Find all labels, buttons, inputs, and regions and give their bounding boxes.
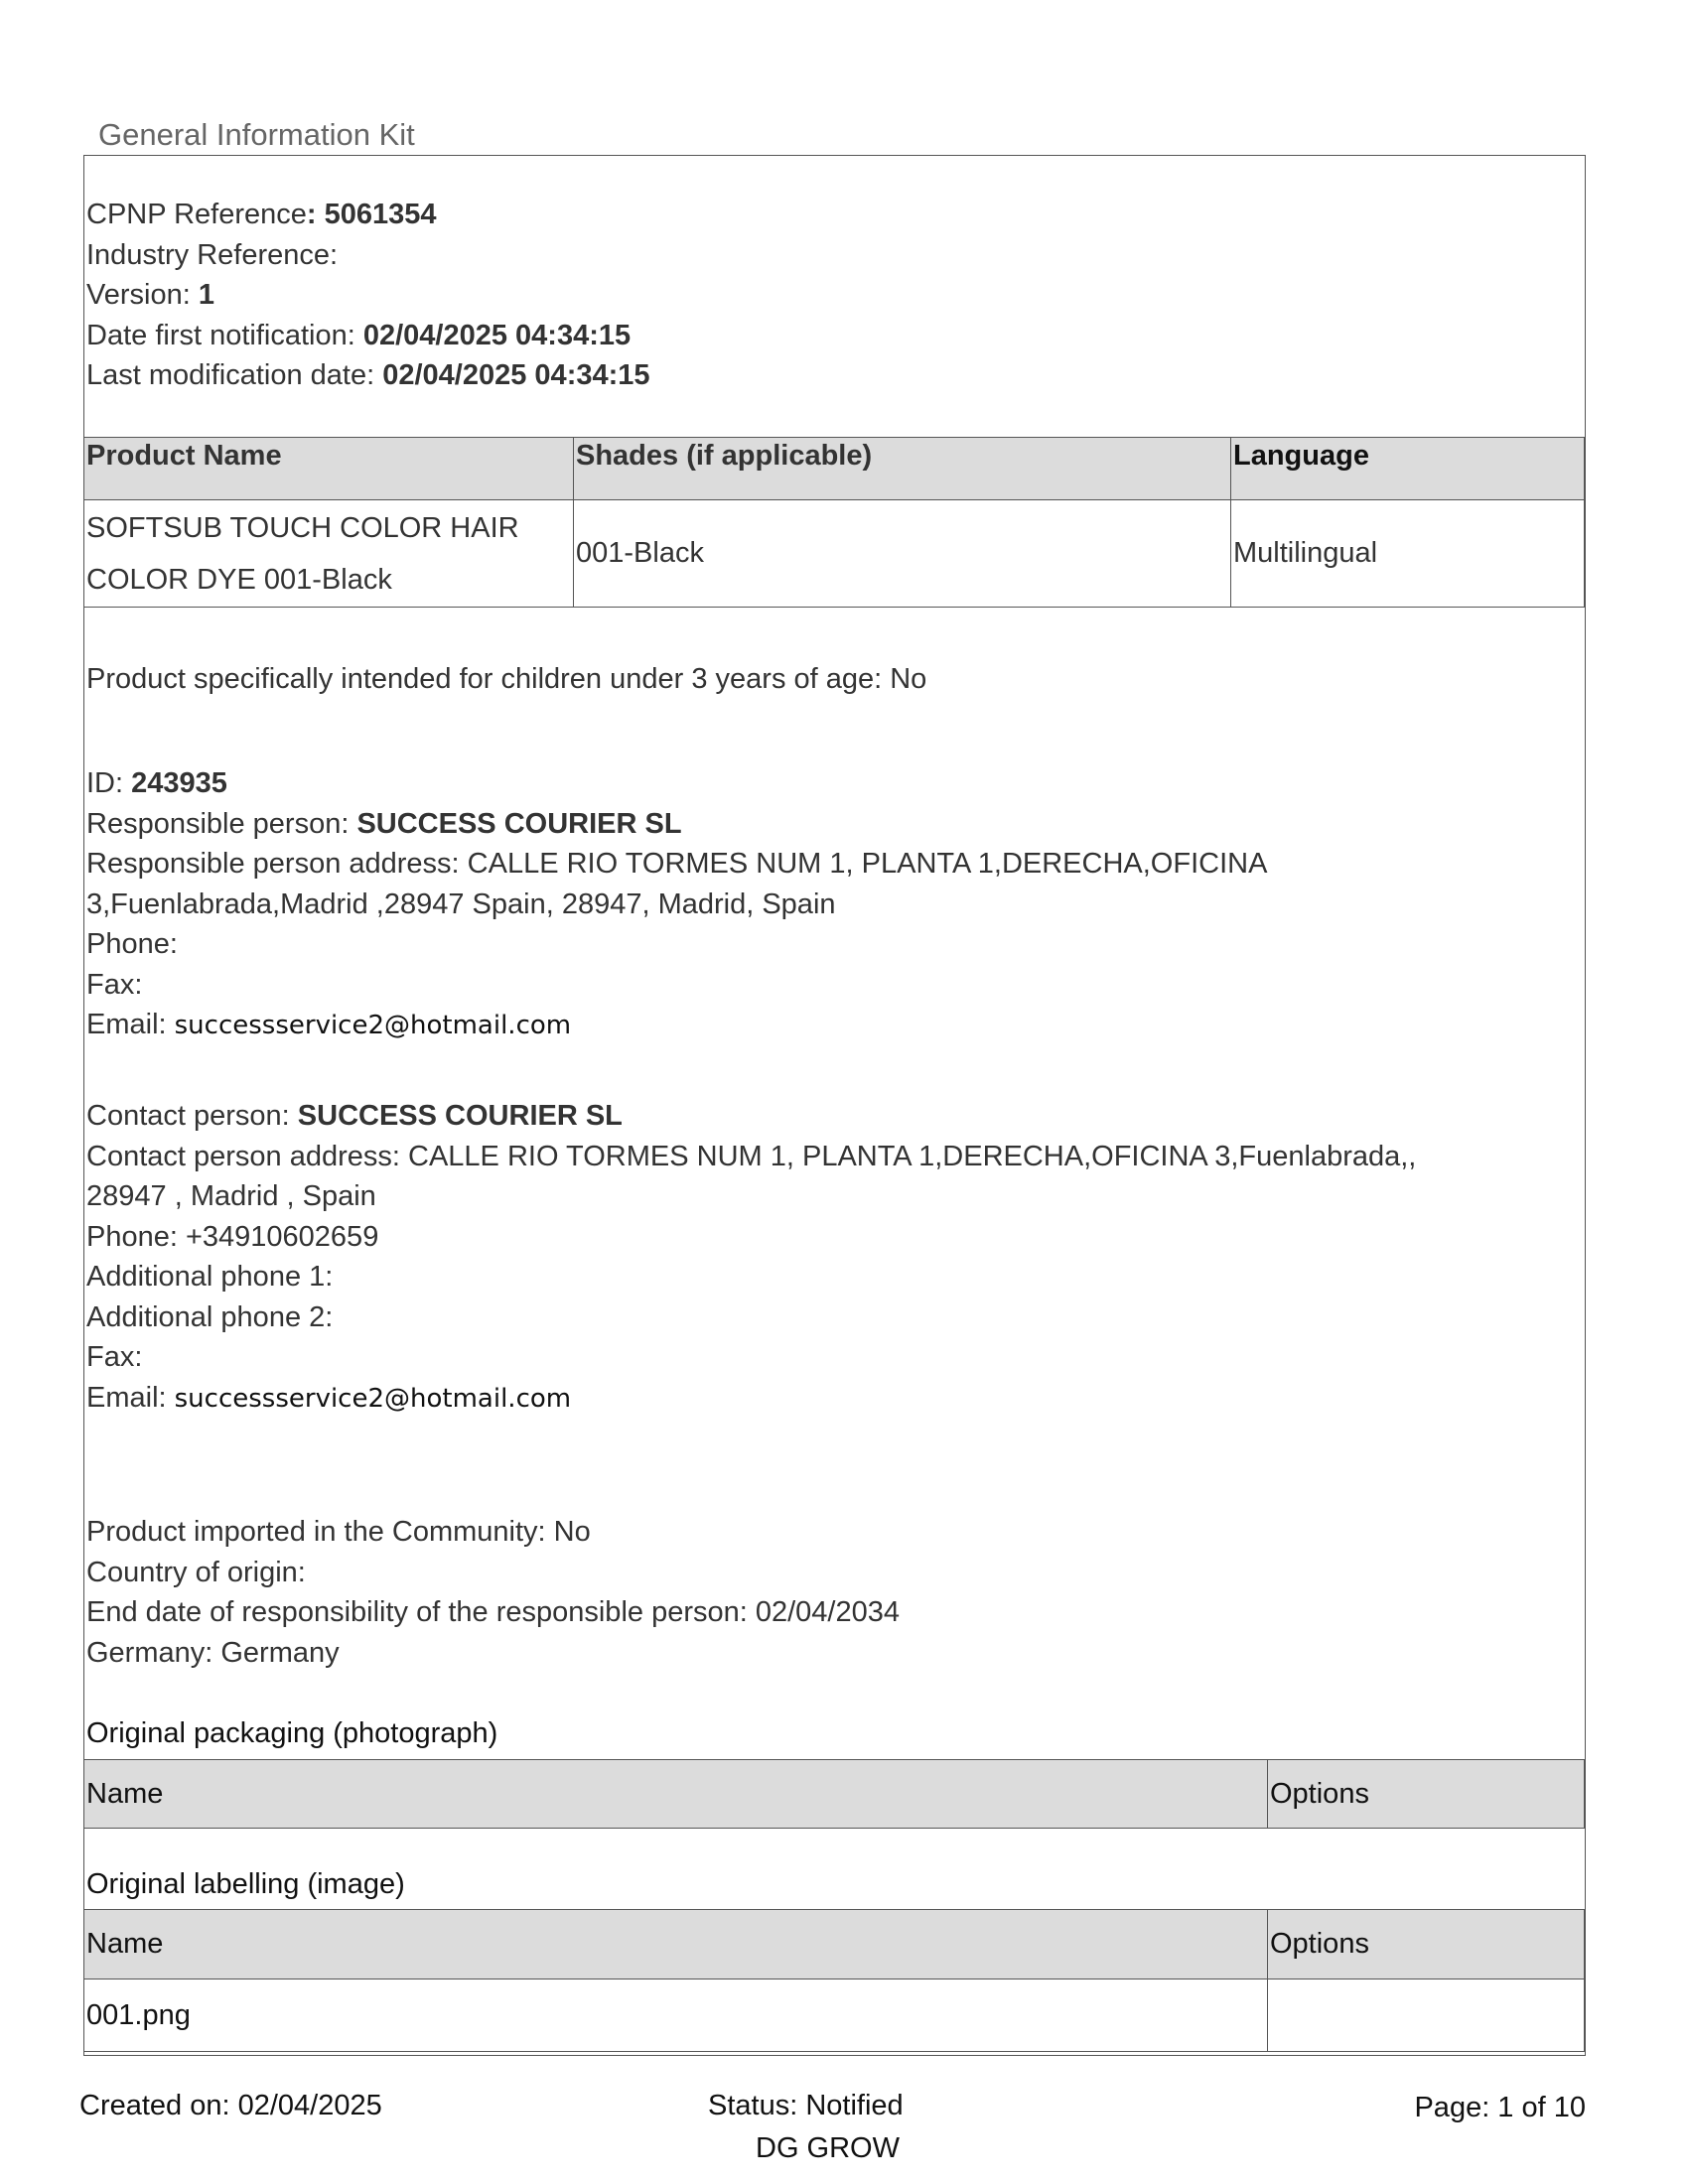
contact-additional-phone-2: Additional phone 2: xyxy=(86,1300,334,1333)
table-row xyxy=(84,500,1585,608)
product-imported: Product imported in the Community: No xyxy=(86,1516,591,1548)
industry-reference: Industry Reference: xyxy=(86,238,339,271)
product-name-cell: SOFTSUB TOUCH COLOR HAIR COLOR DYE 001-Black xyxy=(84,500,574,608)
contact-address-line1: Contact person address: CALLE RIO TORMES NUM 1, PLANTA 1,DERECHA,OFICINA 3,Fuenlabrada,, xyxy=(86,1140,1417,1172)
last-modification-date: Last modification date: 02/04/2025 04:34:15 xyxy=(86,359,650,391)
column-header: Name xyxy=(84,1910,1268,1979)
packaging-caption: Original packaging (photograph) xyxy=(86,1717,498,1749)
product-table xyxy=(83,437,1585,608)
contact-person-info xyxy=(86,1096,1416,1419)
labelling-table xyxy=(83,1909,1585,2052)
responsible-email-link[interactable]: successservice2@hotmail.com xyxy=(174,1011,572,1040)
footer-status: Status: Notified xyxy=(708,2090,904,2121)
contact-email: Email: successservice2@hotmail.com xyxy=(86,1381,572,1414)
shade-cell: 001-Black xyxy=(574,500,1231,608)
responsible-address-line2: 3,Fuenlabrada,Madrid ,28947 Spain, 28947, Madrid, Spain xyxy=(86,887,836,920)
contact-phone: Phone: +34910602659 xyxy=(86,1220,379,1253)
footer-page-number: Page: 1 of 10 xyxy=(1414,2092,1586,2123)
packaging-table xyxy=(83,1759,1585,1829)
language-cell: Multilingual xyxy=(1231,500,1585,608)
footer-company: DG GROW xyxy=(756,2132,900,2164)
notification-info xyxy=(86,195,650,396)
responsible-email: Email: successservice2@hotmail.com xyxy=(86,1009,572,1040)
column-header: Language xyxy=(1231,438,1585,500)
import-info xyxy=(86,1512,900,1673)
table-row xyxy=(84,1979,1585,2052)
footer-created-on: Created on: 02/04/2025 xyxy=(79,2090,382,2121)
responsible-fax: Fax: xyxy=(86,968,143,1001)
labelling-caption: Original labelling (image) xyxy=(86,1868,405,1900)
contact-person-value: SUCCESS COURIER SL xyxy=(297,1100,623,1132)
member-state: Germany: Germany xyxy=(86,1636,340,1669)
children-statement: Product specifically intended for children under 3 years of age: No xyxy=(86,663,927,695)
packaging-table-header xyxy=(84,1760,1585,1829)
responsible-person-value: SUCCESS COURIER SL xyxy=(356,807,682,840)
contact-additional-phone-1: Additional phone 1: xyxy=(86,1261,334,1293)
document-title: General Information Kit xyxy=(98,117,415,152)
contact-fax: Fax: xyxy=(86,1341,143,1373)
version-value: 1 xyxy=(198,279,214,311)
end-date-responsibility: End date of responsibility of the responsible person: 02/04/2034 xyxy=(86,1596,900,1628)
responsible-person-info xyxy=(86,763,1267,1046)
last-modification-date-value: 02/04/2025 04:34:15 xyxy=(382,359,650,391)
cpnp-reference-value: : 5061354 xyxy=(306,199,437,230)
column-header: Shades (if applicable) xyxy=(574,438,1231,500)
contact-person: Contact person: SUCCESS COURIER SL xyxy=(86,1100,623,1132)
responsible-phone: Phone: xyxy=(86,928,178,960)
responsible-person: Responsible person: SUCCESS COURIER SL xyxy=(86,807,682,840)
responsible-id: ID: 243935 xyxy=(86,767,227,799)
column-header: Product Name xyxy=(84,438,574,500)
country-of-origin: Country of origin: xyxy=(86,1556,306,1588)
product-table-header xyxy=(84,438,1585,500)
responsible-id-value: 243935 xyxy=(131,767,227,799)
date-first-notification-value: 02/04/2025 04:34:15 xyxy=(362,319,632,351)
responsible-address-line1: Responsible person address: CALLE RIO TORMES NUM 1, PLANTA 1,DERECHA,OFICINA xyxy=(86,848,1268,880)
labelling-table-header xyxy=(84,1910,1585,1979)
version: Version: 1 xyxy=(86,279,214,311)
cpnp-reference: CPNP Reference: 5061354 xyxy=(86,199,437,230)
date-first-notification: Date first notification: 02/04/2025 04:34:15 xyxy=(86,319,632,351)
file-name-cell[interactable]: 001.png xyxy=(84,1979,1268,2052)
column-header: Options xyxy=(1268,1910,1585,1979)
column-header: Options xyxy=(1268,1760,1585,1829)
contact-email-link[interactable]: successservice2@hotmail.com xyxy=(174,1383,572,1414)
contact-address-line2: 28947 , Madrid , Spain xyxy=(86,1180,376,1212)
file-options-cell xyxy=(1268,1979,1585,2052)
column-header: Name xyxy=(84,1760,1268,1829)
